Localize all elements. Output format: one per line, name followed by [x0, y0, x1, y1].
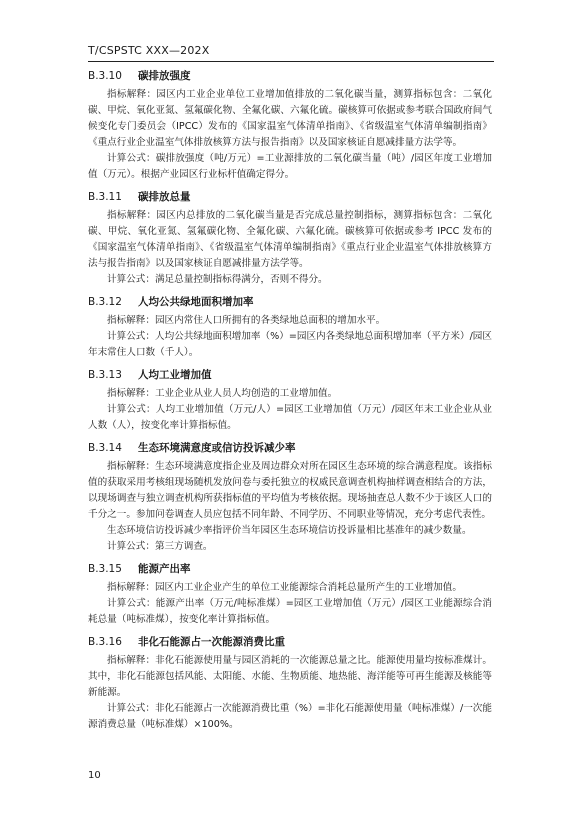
indicator-explanation: 指标解释：园区内常住人口所拥有的各类绿地总面积的增加水平。 [107, 315, 386, 326]
indicator-explanation-continued: 生态环境信访投诉减少率指评价当年园区生态环境信访投诉量相比基准年的减少数量。 [107, 525, 472, 536]
section-heading [88, 367, 492, 383]
section-b-3-11 [88, 189, 492, 288]
section-number: B.3.13 [88, 369, 122, 381]
header-rule [88, 61, 494, 62]
section-title: 碳排放强度 [138, 70, 191, 82]
section-number: B.3.12 [88, 296, 122, 308]
section-title: 非化石能源占一次能源消费比重 [138, 636, 285, 648]
section-b-3-13 [88, 367, 492, 434]
indicator-explanation: 指标解释：园区内总排放的二氧化碳当量是否完成总量控制指标，测算指标包含：二氧化碳、甲烷、氧化亚氮、氢氟碳化物、全氟化碳、六氟化硫。碳核算可依据或参考 IPCC 发布的《国家温室气体清单指南》、《省级温室气体清单编制指南》《重点行业企业温室气体排放核算方法与报告指南》以及国家核证自愿减排量方法学等。 [88, 210, 492, 269]
section-title: 生态环境满意度或信访投诉减少率 [138, 442, 296, 454]
calculation-formula: 计算公式：满足总量控制指标得满分，否则不得分。 [107, 274, 328, 285]
calculation-formula: 计算公式：碳排放强度（吨/万元）=工业源排放的二氧化碳当量（吨）/园区年度工业增加值（万元）。根据产业园区行业标杆值确定得分。 [88, 153, 492, 180]
calculation-formula: 计算公式：人均公共绿地面积增加率（%）=园区内各类绿地总面积增加率（平方米）/园区年末常住人口数（千人）。 [88, 331, 492, 358]
section-title: 能源产出率 [138, 563, 191, 575]
indicator-explanation: 指标解释：非化石能源使用量与园区消耗的一次能源总量之比。能源使用量均按标准煤计。其中，非化石能源包括风能、太阳能、水能、生物质能、地热能、海洋能等可再生能源及核能等新能源。 [88, 655, 492, 698]
indicator-explanation: 指标解释：园区内工业企业单位工业增加值排放的二氧化碳当量，测算指标包含：二氧化碳、甲烷、氧化亚氮、氢氟碳化物、全氟化碳、六氟化硫。碳核算可依据或参考联合国政府间气候变化专门委员会（IPCC）发布的《国家温室气体清单指南》、《省级温室气体清单编制指南》《重点行业企业温室气体排放核算方法与报告指南》以及国家核证自愿减排量方法学等。 [88, 89, 492, 148]
calculation-formula: 计算公式：能源产出率（万元/吨标准煤）=园区工业增加值（万元）/园区工业能源综合消耗总量（吨标准煤），按变化率计算指标值。 [88, 598, 492, 625]
section-number: B.3.14 [88, 442, 122, 454]
calculation-formula: 计算公式：非化石能源占一次能源消费比重（%）=非化石能源使用量（吨标准煤）/一次能源消费总量（吨标准煤）×100%。 [88, 703, 492, 730]
section-b-3-15 [88, 561, 492, 628]
document-body [88, 68, 492, 739]
section-title: 碳排放总量 [138, 191, 191, 203]
section-number: B.3.15 [88, 563, 122, 575]
section-b-3-12 [88, 294, 492, 361]
section-b-3-14 [88, 440, 492, 555]
section-heading [88, 634, 492, 650]
section-heading [88, 440, 492, 456]
page-number: 10 [88, 770, 101, 781]
indicator-explanation: 指标解释：园区内工业企业产生的单位工业能源综合消耗总量所产生的工业增加值。 [107, 582, 462, 593]
section-b-3-10 [88, 68, 492, 183]
indicator-explanation: 指标解释：工业企业从业人员人均创造的工业增加值。 [107, 388, 338, 399]
calculation-formula: 计算公式：第三方调查。 [107, 541, 213, 552]
section-number: B.3.11 [88, 191, 122, 203]
section-b-3-16 [88, 634, 492, 733]
section-heading [88, 68, 492, 84]
section-heading [88, 294, 492, 310]
indicator-explanation: 指标解释：生态环境满意度指企业及周边群众对所在园区生态环境的综合满意程度。该指标值的获取采用考核组现场随机发放问卷与委托独立的权威民意调查机构抽样调查相结合的方法，以现场调查与独立调查机构所获指标值的平均值为考核依据。现场抽查总人数不少于该区人口的千分之一。参加问卷调查人员应包括不同年龄、不同学历、不同职业等情况，充分考虑代表性。 [88, 461, 492, 520]
section-title: 人均公共绿地面积增加率 [138, 296, 254, 308]
section-heading [88, 561, 492, 577]
section-heading [88, 189, 492, 205]
calculation-formula: 计算公式：人均工业增加值（万元/人）=园区工业增加值（万元）/园区年末工业企业从业人数（人），按变化率计算指标值。 [88, 404, 492, 431]
section-title: 人均工业增加值 [138, 369, 212, 381]
section-number: B.3.16 [88, 636, 122, 648]
section-number: B.3.10 [88, 70, 122, 82]
document-code: T/CSPSTC XXX—202X [88, 44, 210, 57]
